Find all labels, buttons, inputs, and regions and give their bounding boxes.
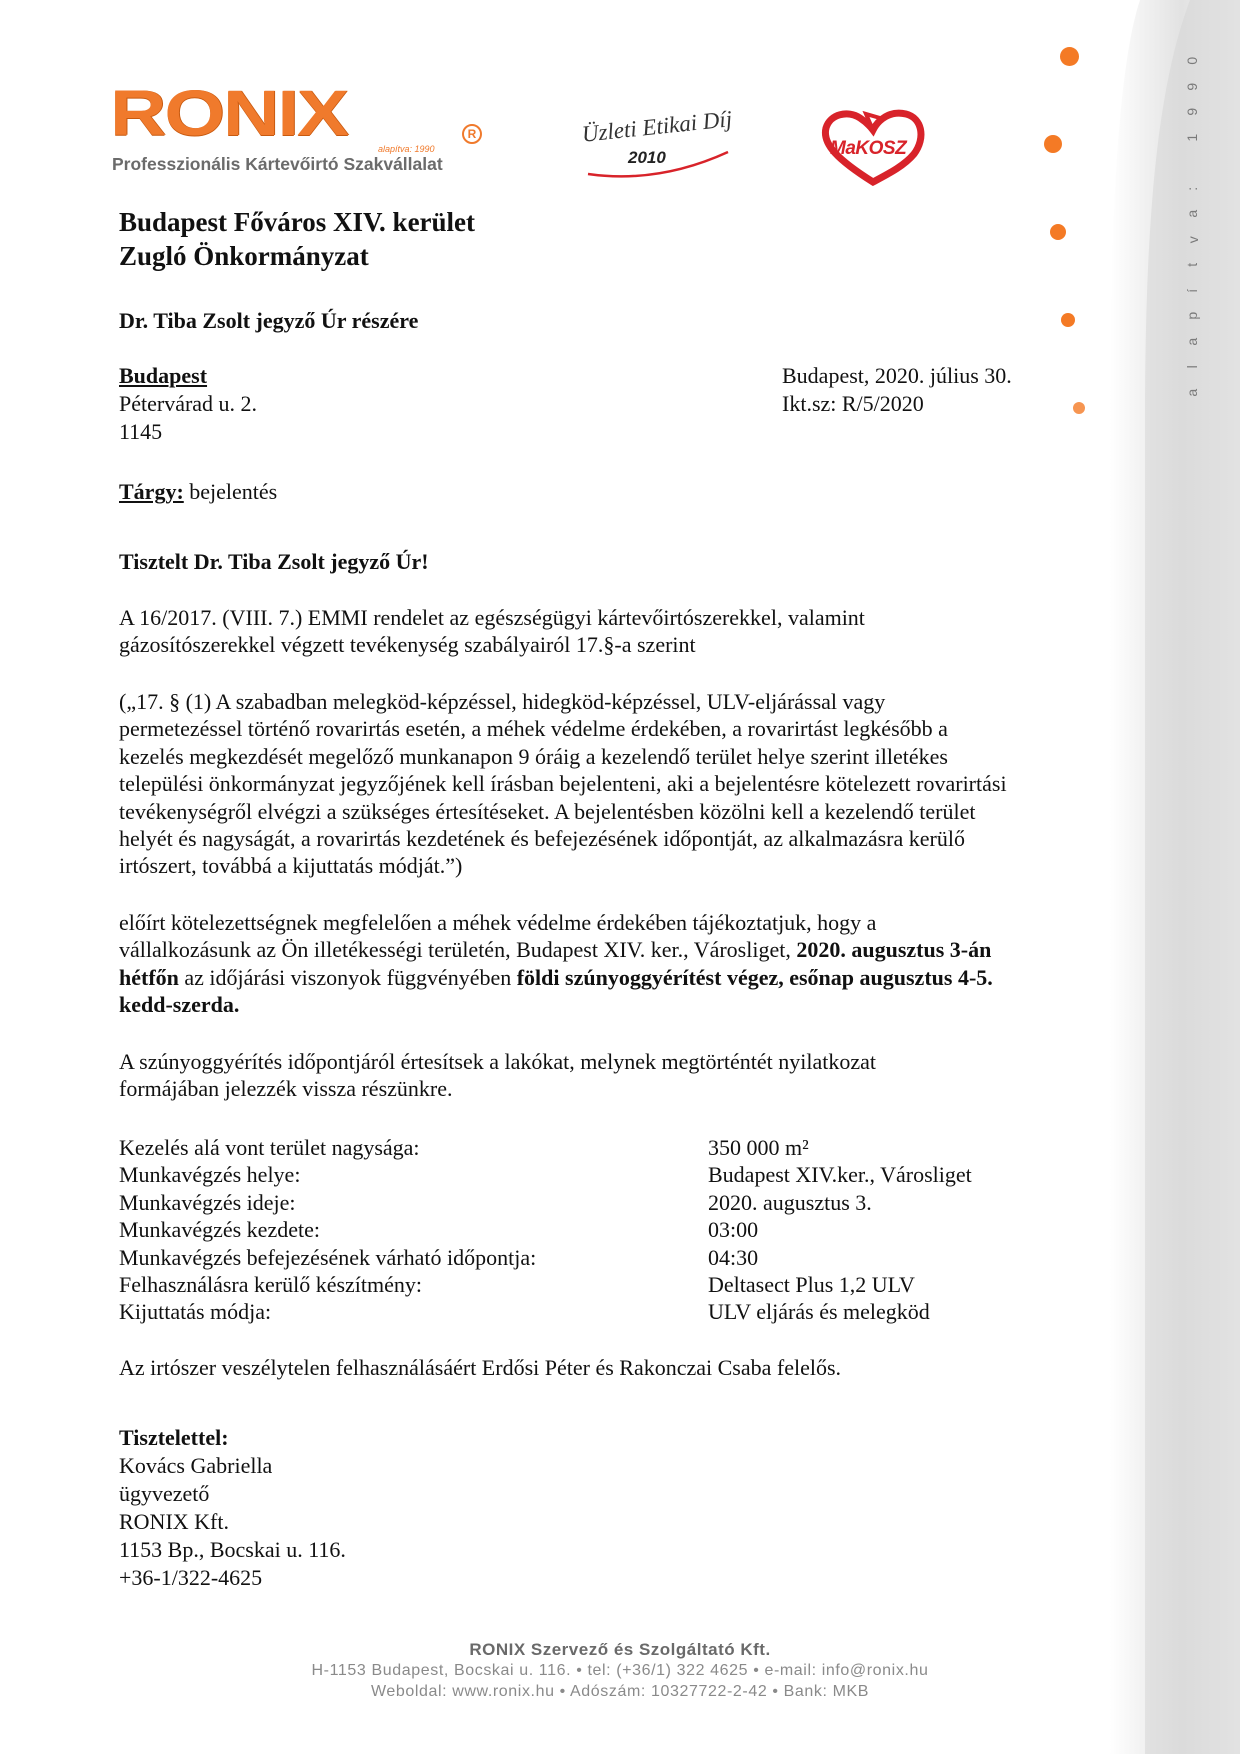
decorative-dot [1060, 47, 1079, 66]
signer-company: RONIX Kft. [119, 1509, 229, 1534]
quote-line: irtószert, továbbá a kijuttatás módját.”) [119, 853, 463, 879]
recipient-street: Pétervárad u. 2. [119, 391, 258, 416]
side-text-glyph: 9 [1184, 82, 1201, 91]
side-text-glyph: a [1184, 209, 1201, 218]
subject-value: bejelentés [183, 479, 278, 504]
details-value: 350 000 m² [708, 1135, 809, 1160]
notice-line: kedd-szerda. [119, 992, 240, 1018]
details-label: Munkavégzés befejezésének várható időpontja: [119, 1244, 537, 1270]
recipient-line-2: Zugló Önkormányzat [119, 241, 369, 271]
reference-number: Ikt.sz: R/5/2020 [782, 391, 924, 416]
recipient-zip: 1145 [119, 419, 163, 444]
notice-action: földi szúnyoggyérítést végez, esőnap augusztus 4-5. [516, 964, 993, 990]
notice-line [119, 964, 1109, 991]
request-line: formájában jelezzék vissza részünkre. [119, 1076, 453, 1102]
details-label: Kezelés alá vont terület nagysága: [119, 1135, 420, 1160]
makosz-logo [818, 108, 928, 186]
request-line: A szúnyoggyérítés időpontjáról értesítsek a lakókat, melynek megtörténtét nyilatkozat [119, 1049, 876, 1074]
quote-line: permetezéssel történő rovarirtás esetén, a méhek védelme érdekében, a rovarirtást legkésőbb a [119, 716, 948, 742]
footer-registration: Weboldal: www.ronix.hu • Adószám: 10327722-2-42 • Bank: MKB [370, 1683, 870, 1700]
intro-line: gázosítószerekkel végzett tevékenység szabályairól 17.§-a szerint [119, 632, 696, 658]
signer-name: Kovács Gabriella [119, 1453, 273, 1478]
ethics-award-year: 2010 [628, 148, 666, 167]
intro-line: A 16/2017. (VIII. 7.) EMMI rendelet az egészségügyi kártevőirtószerekkel, valamint [119, 605, 865, 630]
intro-paragraph [119, 604, 1109, 659]
quote-line: helyét és nagyságát, a rovarirtás kezdetének és befejezésének időpontját, az alkalmazásra kerülő [119, 826, 965, 852]
subject-label: Tárgy: [119, 479, 184, 504]
ronix-brand-name: RONIX [110, 76, 348, 149]
recipient-city: Budapest [119, 363, 208, 388]
notice-day: hétfőn [119, 964, 179, 990]
side-text-glyph: l [1184, 365, 1201, 369]
registered-icon: R [462, 124, 482, 144]
details-label: Kijuttatás módja: [119, 1299, 272, 1325]
regulation-quote [119, 688, 1109, 880]
quote-line: települési önkormányzat jegyzőjének kell írásban bejelenteni, aki a bejelentésre kötelezett rovarirtási [119, 771, 1007, 797]
side-text-glyph: a [1184, 337, 1201, 346]
ronix-founded: alapítva: 1990 [378, 144, 435, 154]
request-paragraph [119, 1048, 1109, 1103]
ethics-award-logo [568, 106, 746, 184]
side-text-glyph: t [1184, 262, 1201, 267]
details-value: 03:00 [708, 1217, 759, 1243]
letter-date: Budapest, 2020. július 30. [782, 363, 1012, 388]
ethics-award-swoosh [568, 114, 746, 184]
signer-phone: +36-1/322-4625 [119, 1565, 263, 1590]
decorative-dot [1061, 313, 1075, 327]
signer-address: 1153 Bp., Bocskai u. 116. [119, 1537, 346, 1562]
quote-line: tevékenységről elvégzi a szükséges értesítéseket. A bejelentésben közölni kell a kezelendő terület [119, 798, 976, 824]
details-value: Deltasect Plus 1,2 ULV [708, 1271, 915, 1297]
footer-company: RONIX Szervező és Szolgáltató Kft. [469, 1640, 771, 1659]
notice-text: vállalkozásunk az Ön illetékességi területén, Budapest XIV. ker., Városliget, [119, 937, 797, 963]
responsible-persons: Az irtószer veszélytelen felhasználásáért Erdősi Péter és Rakonczai Csaba felelős. [119, 1355, 842, 1380]
notice-paragraph [119, 909, 1109, 1019]
quote-line: kezelés megkezdését megelőző munkanapon 9 óráig a kezelendő terület helye szerint illetékes [119, 743, 948, 769]
makosz-label: MaKOSZ [830, 138, 907, 159]
recipient-line-1: Budapest Főváros XIV. kerület [119, 207, 476, 237]
footer-contact: H-1153 Budapest, Bocskai u. 116. • tel: (+36/1) 322 4625 • e-mail: info@ronix.hu [311, 1662, 929, 1679]
ronix-logo [110, 76, 480, 182]
side-text-glyph: p [1184, 311, 1201, 320]
ethics-award-title: Üzleti Etikai Díj [580, 106, 734, 147]
notice-text: az időjárási viszonyok függvényében [178, 964, 517, 990]
ronix-tagline: Professzionális Kártevőirtó Szakvállalat [112, 154, 443, 174]
decorative-dot [1050, 224, 1066, 240]
details-value: 04:30 [708, 1244, 759, 1270]
details-label: Munkavégzés ideje: [119, 1189, 296, 1215]
salutation: Tisztelt Dr. Tiba Zsolt jegyző Úr! [119, 549, 429, 574]
side-text-glyph: 9 [1184, 107, 1201, 116]
notice-line [119, 936, 1109, 963]
decorative-dot [1044, 135, 1062, 153]
details-label: Munkavégzés kezdete: [119, 1217, 320, 1243]
side-text-glyph [1180, 161, 1206, 165]
subject [119, 478, 277, 505]
details-value: Budapest XIV.ker., Városliget [708, 1162, 972, 1188]
closing: Tisztelettel: [119, 1425, 229, 1450]
decorative-side-band [1100, 0, 1240, 1754]
side-text-glyph: 1 [1184, 133, 1201, 142]
details-label: Felhasználásra kerülő készítmény: [119, 1271, 423, 1297]
side-founded-text [1178, 48, 1208, 405]
decorative-dot [1073, 402, 1085, 414]
recipient-attention: Dr. Tiba Zsolt jegyző Úr részére [119, 308, 419, 333]
details-value: 2020. augusztus 3. [708, 1189, 872, 1215]
side-text-glyph: í [1184, 288, 1201, 293]
notice-date: 2020. augusztus 3-án [796, 937, 992, 963]
quote-line: („17. § (1) A szabadban melegköd-képzéssel, hidegköd-képzéssel, ULV-eljárással vagy [119, 689, 886, 714]
side-text-glyph: v [1184, 235, 1201, 243]
details-value: ULV eljárás és melegköd [708, 1299, 930, 1325]
notice-line: előírt kötelezettségnek megfelelően a méhek védelme érdekében tájékoztatjuk, hogy a [119, 910, 877, 935]
details-label: Munkavégzés helye: [119, 1162, 301, 1188]
side-text-glyph: 0 [1184, 56, 1201, 65]
signer-title: ügyvezető [119, 1481, 210, 1506]
side-text-glyph: a [1184, 388, 1201, 397]
side-text-glyph: : [1184, 186, 1201, 191]
